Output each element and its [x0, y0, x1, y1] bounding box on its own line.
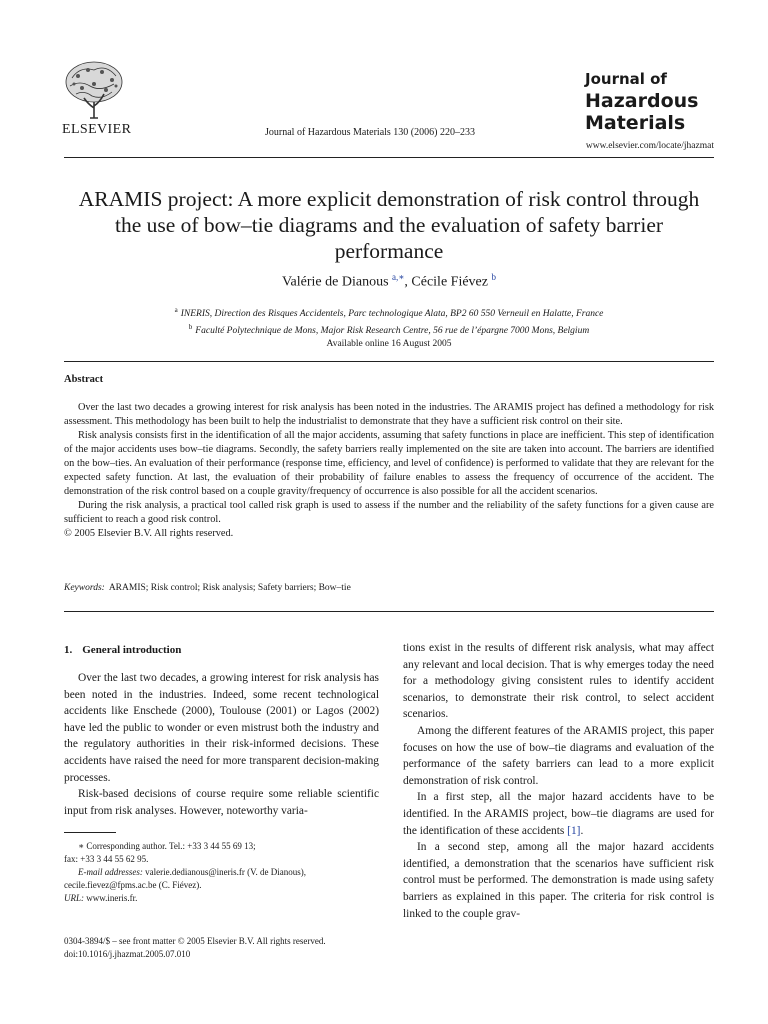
- left-column: [64, 644, 379, 819]
- keywords-value: ARAMIS; Risk control; Risk analysis; Safety barriers; Bow–tie: [108, 583, 351, 593]
- body-text-span: .: [580, 824, 584, 837]
- body-paragraph: Among the different features of the ARAMIS project, this paper focuses on how the use of bow–tie diagrams and evaluation of the performance of the safety barriers can lead to a more explicit demonstration of risk control.: [403, 724, 714, 787]
- section-number: 1.: [64, 644, 73, 656]
- body-paragraph: Risk-based decisions of course require some reliable scientific input from risk analyses. However, noteworthy varia-: [64, 788, 379, 817]
- url-label: URL:: [64, 893, 84, 903]
- footnote-url: [64, 892, 379, 905]
- footnote-fax: fax: +33 3 44 55 62 95.: [64, 854, 149, 864]
- publisher-name: ELSEVIER: [62, 122, 132, 137]
- body-paragraph: [403, 789, 714, 839]
- reference-link[interactable]: [1]: [567, 824, 581, 837]
- journal-citation: Journal of Hazardous Materials 130 (2006) 220–233: [265, 127, 475, 138]
- body-paragraph: Over the last two decades, a growing interest for risk analysis has been noted in the industries. Indeed, some recent technological accidents like Enschede (2000), Toulouse (2001) or Lagos (2002) have led the public to wonder or even mistrust both the industry and the regulatory authorities in their risk-informed decisions. These accidents have raised the need for more transparent decision-making processes.: [64, 672, 379, 784]
- right-column: [403, 640, 714, 922]
- body-text: [64, 670, 379, 819]
- affiliations: [64, 304, 714, 338]
- abstract-rule: [64, 611, 714, 612]
- elsevier-tree-logo: [62, 58, 126, 122]
- body-paragraph: tions exist in the results of different risk analysis, what may affect any relevant and local decision. That is why emerges today the need for a methodology giving consistent rules to identify accident scenarios, to demonstrate their risk control, to select accident scenarios.: [403, 642, 714, 721]
- affiliation-text: INERIS, Direction des Risques Accidentels, Parc technologique Alata, BP2 60 550 Verneuil en Halatte, France: [180, 309, 604, 320]
- front-matter: [64, 935, 404, 961]
- section-heading: [64, 644, 379, 656]
- journal-title-logo: [585, 68, 698, 134]
- section-title: General introduction: [82, 644, 182, 656]
- affiliation-text: Faculté Polytechnique de Mons, Major Risk Research Centre, 56 rue de l’épargne 7000 Mons, Belgium: [195, 326, 590, 337]
- body-paragraph: In a second step, among all the major hazard accidents identified, a demonstration that the scenarios have sufficient risk control must be performed. The demonstration is made using safety barriers as explained in this paper. The criteria for risk control is linked to the couple grav-: [403, 841, 714, 920]
- footnotes: [64, 840, 379, 905]
- abstract-paragraph: Over the last two decades a growing interest for risk analysis has been noted in the industries. The ARAMIS project has defined a methodology for risk assessment. This methodology has been built to help the industrialist to demonstrate that they have a sufficient risk control on their site.: [64, 402, 714, 427]
- email-address[interactable]: valerie.dedianous@ineris.fr (V. de Dianous),: [145, 867, 306, 877]
- journal-title-line3: Materials: [585, 112, 686, 134]
- institution-url[interactable]: www.ineris.fr.: [86, 893, 138, 903]
- footnote-corresponding: ∗ Corresponding author. Tel.: +33 3 44 55 69 13;: [78, 841, 256, 851]
- authors: Valérie de Dianous $^{a,∗}$, Cécile Fiévez $^b$: [282, 272, 496, 290]
- abstract-heading: Abstract: [64, 374, 104, 385]
- footnote-rule: [64, 832, 116, 833]
- footnote-email-2[interactable]: cecile.fievez@fpms.ac.be (C. Fiévez).: [64, 880, 202, 890]
- header-rule: [64, 157, 714, 158]
- article-title: ARAMIS project: A more explicit demonstration of risk control through the use of bow–tie diagrams and the evaluation of safety barrier performance: [78, 187, 700, 263]
- keywords: [64, 583, 714, 593]
- keywords-label: Keywords:: [64, 583, 105, 593]
- footnote-email: [64, 866, 379, 879]
- journal-url[interactable]: www.elsevier.com/locate/jhazmat: [585, 141, 714, 151]
- affiliation-b: [64, 321, 714, 338]
- affiliation-a: [64, 304, 714, 321]
- author-affiliation-marker[interactable]: a,∗: [392, 272, 405, 282]
- title-rule: [64, 361, 714, 362]
- journal-title-line2: Hazardous: [585, 90, 699, 112]
- abstract-body: [64, 401, 714, 541]
- issn-line: 0304-3894/$ – see front matter © 2005 Elsevier B.V. All rights reserved.: [64, 936, 326, 946]
- body-text-span: In a first step, all the major hazard accidents have to be identified. In the ARAMIS project, bow–tie diagrams are used for the identification of these accidents: [403, 791, 714, 837]
- affiliation-marker: b: [188, 323, 193, 332]
- doi-line[interactable]: doi:10.1016/j.jhazmat.2005.07.010: [64, 949, 191, 959]
- author-name: Valérie de Dianous: [282, 274, 389, 290]
- email-label: E-mail addresses:: [78, 867, 143, 877]
- abstract-paragraph: During the risk analysis, a practical tool called risk graph is used to assess if the number and the reliability of the safety functions for a given cause are sufficient to reach a good risk control.: [64, 500, 714, 525]
- affiliation-marker: a: [174, 306, 178, 314]
- author-affiliation-marker[interactable]: b: [491, 272, 496, 282]
- abstract-paragraph: Risk analysis consists first in the identification of all the major accidents, assuming that safety functions in place are inefficient. This step of identification of the major accidents uses bow–tie diagrams. Secondly, the safety barriers really implemented on the site are taken into account. The barriers are identified on the bow–ties. An evaluation of their performance (response time, efficiency, and level of confidence) is performed to validate that they are relevant for the expected safety function. At last, the evaluation of their probability of failure enables to assess the frequency of occurrence of the accident. The demonstration of the risk control based on a couple gravity/frequency of occurrence is also possible for all the accident scenarios.: [64, 430, 714, 497]
- abstract-copyright: © 2005 Elsevier B.V. All rights reserved.: [64, 528, 234, 539]
- available-online-date: Available online 16 August 2005: [326, 339, 452, 349]
- author-name: Cécile Fiévez: [411, 274, 488, 290]
- journal-title-line1: Journal of: [585, 70, 667, 88]
